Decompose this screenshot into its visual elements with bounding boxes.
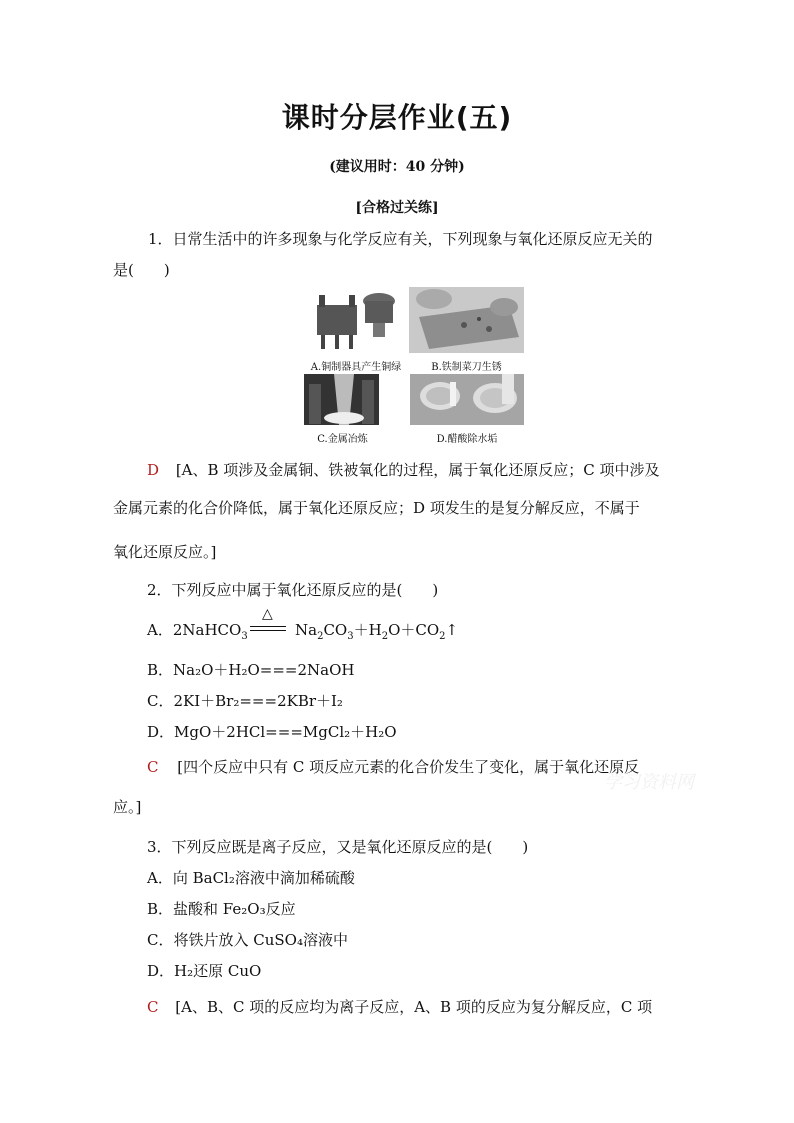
q3-expl-text1: [A、B、C 项的反应均为离子反应，A、B 项的反应为复分解反应，C 项 bbox=[175, 998, 653, 1016]
bronze-vessel-image bbox=[307, 287, 404, 353]
q1-expl-text1: [A、B 项涉及金属铜、铁被氧化的过程，属于氧化还原反应；C 项中涉及 bbox=[175, 461, 660, 479]
q2-answer-letter: C bbox=[147, 758, 159, 776]
q2-explanation-line2: 应。] bbox=[113, 798, 142, 816]
q2-option-d: D．MgO＋2HCl===MgCl₂＋H₂O bbox=[147, 723, 397, 741]
q2-explanation-line1 bbox=[147, 756, 639, 777]
q2-option-c: C．2KI＋Br₂===2KBr＋I₂ bbox=[147, 692, 343, 710]
rusty-knife-image bbox=[409, 287, 524, 353]
q1-stem-line2: 是( ) bbox=[113, 261, 170, 279]
caption-a: A.铜制器具产生铜绿 bbox=[310, 362, 402, 373]
q3-answer-letter: C bbox=[147, 998, 159, 1016]
q1-explanation-line2: 金属元素的化合价降低，属于氧化还原反应；D 项发生的是复分解反应，不属于 bbox=[113, 499, 640, 517]
q3-option-d: D．H₂还原 CuO bbox=[147, 962, 262, 980]
page-title: 课时分层作业(五) bbox=[281, 101, 513, 134]
caption-c: C.金属冶炼 bbox=[317, 434, 368, 445]
q2-option-a-left: A．2NaHCO bbox=[147, 621, 242, 639]
q1-explanation-line3: 氧化还原反应。] bbox=[113, 543, 217, 561]
section-heading: [合格过关练] bbox=[355, 200, 439, 216]
smelting-image bbox=[304, 374, 379, 425]
caption-d: D.醋酸除水垢 bbox=[436, 434, 498, 445]
q1-stem-line1: 1．日常生活中的许多现象与化学反应有关，下列现象与氧化还原反应无关的 bbox=[148, 230, 653, 248]
descaling-image bbox=[410, 374, 524, 425]
q1-explanation-line1 bbox=[147, 459, 660, 480]
q3-explanation-line1 bbox=[147, 996, 652, 1017]
equals-bars bbox=[250, 626, 286, 631]
q2-expl-text1: [四个反应中只有 C 项反应元素的化合价发生了变化，属于氧化还原反 bbox=[177, 758, 640, 776]
q3-stem: 3．下列反应既是离子反应，又是氧化还原反应的是( ) bbox=[147, 838, 529, 856]
suggested-time: (建议用时：40 分钟) bbox=[329, 159, 465, 175]
q2-option-a-right: $Na_2CO_3+H_2O+CO_2↑$ bbox=[295, 621, 459, 642]
caption-b: B.铁制菜刀生锈 bbox=[431, 362, 502, 373]
q2-option-b: B．Na₂O＋H₂O===2NaOH bbox=[147, 661, 355, 679]
q2-stem: 2．下列反应中属于氧化还原反应的是( ) bbox=[147, 581, 439, 599]
watermark: 学习资料网 bbox=[604, 772, 694, 793]
q2-option-a: A．2NaHCO$_3$ bbox=[147, 621, 248, 642]
q3-option-b: B．盐酸和 Fe₂O₃反应 bbox=[147, 900, 296, 918]
heat-symbol: △ bbox=[262, 606, 273, 622]
q1-answer-letter: D bbox=[147, 461, 160, 479]
q3-option-c: C．将铁片放入 CuSO₄溶液中 bbox=[147, 931, 348, 949]
q3-option-a: A．向 BaCl₂溶液中滴加稀硫酸 bbox=[147, 869, 355, 887]
